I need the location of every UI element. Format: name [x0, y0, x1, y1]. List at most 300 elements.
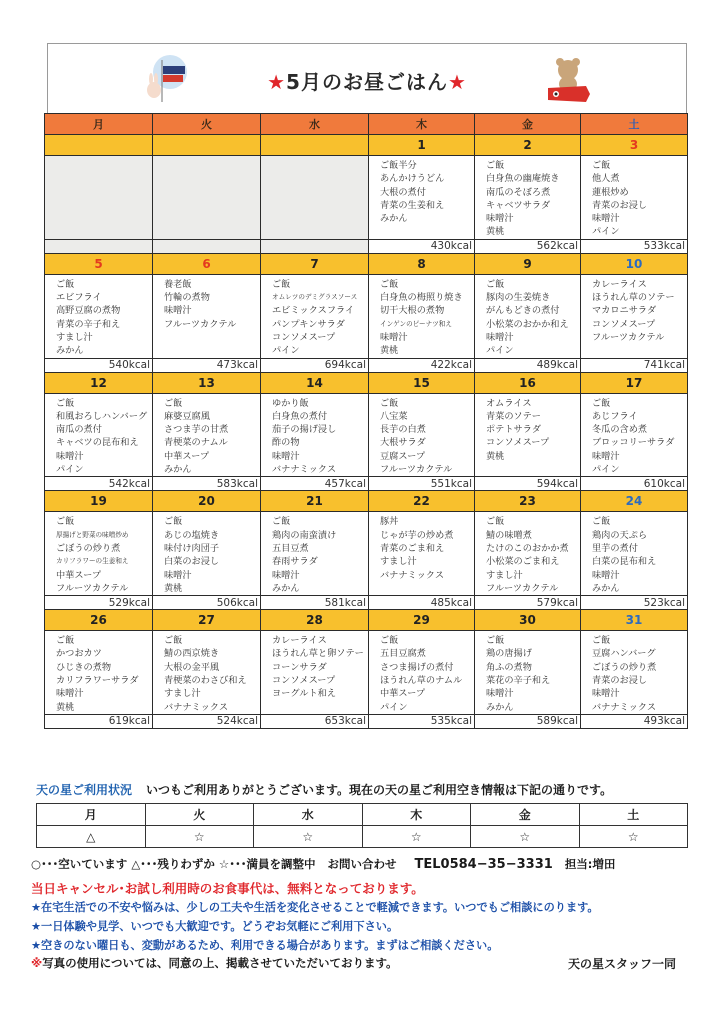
availability-label: 天の星ご利用状況 — [36, 783, 133, 797]
menu-item: ご飯 — [592, 635, 611, 647]
menu-item: バナナミックス — [164, 701, 229, 713]
menu-item: カレーライス — [592, 278, 647, 290]
kcal-row — [45, 358, 688, 372]
staff-in-charge: 担当:増田 — [564, 857, 616, 871]
menu-item: コーンサラダ — [272, 661, 327, 673]
menu-item: みかん — [164, 464, 192, 476]
menu-cell — [581, 274, 688, 358]
date-cell: 23 — [475, 491, 581, 512]
menu-cell — [153, 512, 261, 596]
menu-item: ご飯 — [486, 516, 505, 528]
menu-item: 味噌汁 — [272, 450, 300, 462]
avail-status-sat: ☆ — [579, 826, 688, 848]
weekday-header-row — [45, 114, 688, 135]
menu-item: 豆腐ハンバーグ — [592, 648, 656, 660]
menu-cell — [581, 393, 688, 477]
menu-item: 他人煮 — [592, 173, 620, 185]
menu-item: 味付け肉団子 — [164, 542, 220, 554]
menu-item: コンソメスープ — [486, 437, 550, 449]
kcal-cell: 457kcal — [261, 477, 369, 491]
menu-cell — [475, 631, 581, 715]
menu-item: すまし汁 — [380, 556, 417, 568]
menu-item: ご飯 — [56, 635, 75, 647]
menu-item: 味噌汁 — [592, 569, 620, 581]
menu-item: 厚揚げと野菜の味噌炒め — [56, 530, 129, 539]
menu-item: ご飯 — [272, 278, 291, 290]
weekday-fri: 金 — [475, 114, 581, 135]
date-cell: 19 — [45, 491, 153, 512]
menu-item: 味噌汁 — [592, 450, 620, 462]
menu-item: パイン — [592, 464, 620, 476]
menu-item: ご飯 — [380, 635, 399, 647]
kcal-cell: 422kcal — [369, 358, 475, 372]
menu-item: ヨーグルト和え — [272, 688, 337, 700]
trial-visit-note: ★一日体験や見学、いつでも大歓迎です。どうぞお気軽にご利用下さい。 — [31, 920, 399, 933]
menu-cell — [581, 156, 688, 240]
menu-item: 味噌汁 — [486, 331, 514, 343]
menu-item: ポテトサラダ — [486, 424, 542, 436]
menu-cell — [369, 631, 475, 715]
menu-cell — [153, 274, 261, 358]
date-cell: 16 — [475, 372, 581, 393]
menu-item: バナナミックス — [272, 464, 337, 476]
menu-item: ご飯 — [486, 160, 505, 171]
star-icon: ★ — [267, 70, 287, 94]
kcal-cell: 551kcal — [369, 477, 475, 491]
title-banner — [47, 43, 687, 113]
menu-item: たけのこのおかか煮 — [486, 542, 569, 554]
menu-item: コンソメスープ — [272, 331, 336, 343]
menu-item: あじフライ — [592, 410, 638, 422]
lunch-calendar — [44, 113, 688, 729]
staff-signature: 天の星スタッフ一同 — [568, 957, 677, 971]
date-cell: 24 — [581, 491, 688, 512]
kcal-cell: 542kcal — [45, 477, 153, 491]
weekday-mon: 月 — [45, 114, 153, 135]
menu-item: コンソメスープ — [592, 318, 656, 330]
menu-item: 角ふの煮物 — [486, 661, 532, 673]
menu-item: がんもどきの煮付 — [486, 305, 560, 317]
menu-cell — [475, 512, 581, 596]
kcal-cell: 529kcal — [45, 596, 153, 610]
menu-cell — [261, 512, 369, 596]
menu-item: 酢の物 — [272, 437, 300, 449]
date-cell: 10 — [581, 253, 688, 274]
date-cell: 20 — [153, 491, 261, 512]
date-cell: 26 — [45, 610, 153, 631]
kcal-cell: 610kcal — [581, 477, 688, 491]
vacancy-note: ★空きのない曜日も、変動があるため、利用できる場合があります。まずはご相談ください。 — [31, 939, 499, 952]
menu-item: 八宝菜 — [380, 410, 408, 422]
availability-legend — [31, 856, 615, 872]
menu-cell — [369, 393, 475, 477]
kcal-cell: 430kcal — [369, 239, 475, 253]
page-title: ★5月のお昼ごはん★ — [267, 70, 467, 94]
menu-item: 大根の金平風 — [164, 661, 220, 673]
menu-item: 青梗菜のわさび和え — [164, 675, 247, 687]
kcal-cell: 619kcal — [45, 714, 153, 728]
menu-cell — [475, 393, 581, 477]
legend-open: ○･･･空いています — [31, 857, 128, 871]
weekday-tue: 火 — [153, 114, 261, 135]
menu-cell — [153, 631, 261, 715]
menu-item: 味噌汁 — [164, 305, 192, 317]
date-cell: 15 — [369, 372, 475, 393]
menu-item: 青菜の辛子和え — [56, 318, 121, 330]
date-row — [45, 372, 688, 393]
menu-item: インゲンのピーナツ和え — [380, 319, 452, 328]
date-cell: 6 — [153, 253, 261, 274]
menu-item: パイン — [380, 701, 408, 713]
menu-item: バナナミックス — [380, 569, 445, 581]
menu-item: 和風おろしハンバーグ — [56, 410, 148, 422]
avail-status-mon: △ — [37, 826, 146, 848]
star-icon: ★ — [447, 70, 467, 94]
menu-item: さつま揚げの煮付 — [380, 661, 454, 673]
date-cell — [153, 135, 261, 156]
kcal-cell: 533kcal — [581, 239, 688, 253]
date-cell: 9 — [475, 253, 581, 274]
menu-item: 中華スープ — [56, 569, 102, 581]
kcal-cell: 653kcal — [261, 714, 369, 728]
menu-item: 黄桃 — [56, 701, 75, 713]
menu-item: 麻婆豆腐風 — [164, 410, 210, 422]
menu-item: ご飯 — [164, 635, 183, 647]
menu-item: ご飯半分 — [380, 160, 417, 171]
kcal-cell: 589kcal — [475, 714, 581, 728]
menu-item: キャベツの昆布和え — [56, 437, 139, 449]
menu-item: 黄桃 — [164, 582, 183, 594]
date-cell: 22 — [369, 491, 475, 512]
menu-cell — [475, 274, 581, 358]
consult-note: ★在宅生活での不安や悩みは、少しの工夫や生活を変化させることで軽減できます。いつでもご相談にのります。 — [31, 901, 599, 914]
weekday-wed: 水 — [261, 114, 369, 135]
menu-item: 青菜のお浸し — [592, 199, 648, 211]
date-cell: 7 — [261, 253, 369, 274]
menu-item: フルーツカクテル — [164, 318, 237, 330]
menu-item: エビフライ — [56, 292, 102, 304]
menu-item: かつおカツ — [56, 648, 102, 660]
menu-item: パイン — [272, 345, 300, 357]
menu-item: 味噌汁 — [592, 688, 620, 700]
kcal-row — [45, 714, 688, 728]
date-row — [45, 491, 688, 512]
menu-item: 五目豆煮 — [272, 542, 309, 554]
menu-item: 白身魚の煮付 — [272, 410, 328, 422]
menu-item: 味噌汁 — [486, 688, 514, 700]
menu-item: オムライス — [486, 397, 532, 409]
menu-item: 黄桃 — [486, 450, 505, 462]
menu-item: 鯖の西京焼き — [164, 648, 220, 660]
menu-item: 茄子の揚げ浸し — [272, 424, 337, 436]
menu-item: 白菜のお浸し — [164, 556, 220, 568]
menu-row — [45, 512, 688, 596]
menu-cell — [153, 393, 261, 477]
date-row — [45, 610, 688, 631]
menu-item: ブロッコリーサラダ — [592, 437, 675, 449]
menu-item: ごぼうの炒り煮 — [56, 542, 121, 554]
menu-item: ご飯 — [380, 397, 399, 409]
menu-item: 豚肉の生姜焼き — [486, 292, 551, 304]
legend-few: △･･･残りわずか — [131, 857, 215, 871]
menu-item: 白身魚の幽庵焼き — [486, 173, 560, 185]
menu-row — [45, 631, 688, 715]
kcal-cell: 583kcal — [153, 477, 261, 491]
menu-item: 小松菜のおかか和え — [486, 318, 569, 330]
menu-item: 味噌汁 — [486, 213, 514, 225]
menu-item: 味噌汁 — [272, 569, 300, 581]
date-cell: 29 — [369, 610, 475, 631]
menu-item: ご飯 — [56, 516, 75, 528]
menu-item: カリフラワーサラダ — [56, 675, 139, 687]
kcal-cell — [261, 239, 369, 253]
kcal-cell: 506kcal — [153, 596, 261, 610]
menu-item: 冬瓜の含め煮 — [592, 424, 648, 436]
bear-koinobori-icon — [540, 52, 595, 107]
menu-item: フルーツカクテル — [380, 464, 453, 476]
menu-item: 味噌汁 — [164, 569, 192, 581]
menu-item: カレーライス — [272, 635, 327, 647]
date-cell: 17 — [581, 372, 688, 393]
kcal-cell: 562kcal — [475, 239, 581, 253]
menu-item: ごぼうの炒り煮 — [592, 661, 657, 673]
menu-item: ほうれん草と卵ソテー — [272, 648, 364, 660]
menu-item: 小松菜のごま和え — [486, 556, 560, 568]
legend-adjusting: ☆･･･満員を調整中 — [218, 857, 316, 871]
date-cell: 13 — [153, 372, 261, 393]
availability-status-row — [37, 826, 688, 848]
date-row — [45, 253, 688, 274]
menu-item: 菜花の辛子和え — [486, 675, 551, 687]
menu-item: ひじきの煮物 — [56, 661, 112, 673]
menu-cell — [45, 274, 153, 358]
kcal-cell: 485kcal — [369, 596, 475, 610]
weekday-thu: 木 — [369, 114, 475, 135]
kcal-cell: 579kcal — [475, 596, 581, 610]
date-row — [45, 135, 688, 156]
menu-item: 青梗菜のナムル — [164, 437, 228, 449]
menu-item: 切干大根の煮物 — [380, 305, 445, 317]
menu-item: 味噌汁 — [56, 688, 84, 700]
avail-weekday-wed: 水 — [254, 804, 363, 826]
avail-weekday-tue: 火 — [145, 804, 254, 826]
date-cell: 28 — [261, 610, 369, 631]
kcal-row — [45, 239, 688, 253]
availability-table — [36, 803, 688, 848]
menu-item: 鶏肉の天ぷら — [592, 529, 648, 541]
menu-item: パイン — [56, 464, 84, 476]
menu-item: 味噌汁 — [380, 331, 408, 343]
kcal-cell: 523kcal — [581, 596, 688, 610]
date-cell: 14 — [261, 372, 369, 393]
menu-item: 豆腐スープ — [380, 450, 426, 462]
kcal-cell: 540kcal — [45, 358, 153, 372]
date-cell: 8 — [369, 253, 475, 274]
menu-cell — [45, 393, 153, 477]
menu-row — [45, 393, 688, 477]
menu-item: 養老飯 — [164, 278, 192, 290]
menu-item: ご飯 — [56, 397, 75, 409]
menu-item: ご飯 — [592, 397, 611, 409]
menu-cell — [261, 393, 369, 477]
menu-cell — [45, 512, 153, 596]
menu-item: ゆかり飯 — [272, 397, 309, 409]
phone-number: TEL0584−35−3331 — [414, 857, 553, 872]
menu-cell — [369, 156, 475, 240]
menu-item: 青菜のソテー — [486, 410, 541, 422]
date-cell: 5 — [45, 253, 153, 274]
kcal-cell — [153, 239, 261, 253]
menu-item: カリフラワーの生姜和え — [56, 557, 129, 566]
menu-item: パイン — [592, 226, 620, 238]
menu-item: 白菜の昆布和え — [592, 556, 657, 568]
menu-item: すまし汁 — [56, 331, 93, 343]
menu-item: 大根サラダ — [380, 437, 426, 449]
menu-cell — [261, 156, 369, 240]
menu-item: みかん — [380, 213, 408, 225]
menu-cell — [45, 156, 153, 240]
avail-status-tue: ☆ — [145, 826, 254, 848]
menu-item: 竹輪の煮物 — [164, 292, 210, 304]
menu-item: 鶏の唐揚げ — [486, 648, 532, 660]
menu-item: 春雨サラダ — [272, 556, 318, 568]
avail-status-fri: ☆ — [471, 826, 580, 848]
menu-item: ご飯 — [486, 278, 505, 290]
kcal-cell: 535kcal — [369, 714, 475, 728]
date-cell: 27 — [153, 610, 261, 631]
date-cell: 12 — [45, 372, 153, 393]
menu-item: エビミックスフライ — [272, 305, 355, 317]
menu-item: 蓮根炒め — [592, 186, 629, 198]
menu-item: パイン — [486, 345, 514, 357]
menu-item: 鯖の味噌煮 — [486, 529, 532, 541]
menu-item: 南瓜のそぼろ煮 — [486, 186, 551, 198]
menu-item: ご飯 — [486, 635, 505, 647]
availability-heading — [36, 781, 612, 798]
menu-item: 青菜のごま和え — [380, 542, 445, 554]
menu-item: フルーツカクテル — [56, 582, 129, 594]
menu-item: 黄桃 — [486, 226, 505, 238]
menu-item: 鶏肉の南蛮漬け — [272, 529, 337, 541]
menu-item: すまし汁 — [164, 688, 201, 700]
contact-label: お問い合わせ — [327, 857, 397, 871]
date-cell: 3 — [581, 135, 688, 156]
menu-item: 黄桃 — [380, 345, 399, 357]
menu-item: 高野豆腐の煮物 — [56, 305, 121, 317]
menu-item: 青菜のお浸し — [592, 675, 648, 687]
menu-item: ご飯 — [164, 397, 183, 409]
menu-cell — [45, 631, 153, 715]
kcal-cell: 473kcal — [153, 358, 261, 372]
menu-cell — [261, 274, 369, 358]
date-cell: 2 — [475, 135, 581, 156]
menu-item: キャベツサラダ — [486, 199, 551, 211]
menu-cell — [581, 512, 688, 596]
date-cell: 30 — [475, 610, 581, 631]
avail-weekday-fri: 金 — [471, 804, 580, 826]
reference-mark-icon: ※ — [31, 956, 43, 970]
menu-item: フルーツカクテル — [486, 582, 559, 594]
menu-row — [45, 156, 688, 240]
avail-status-thu: ☆ — [362, 826, 471, 848]
menu-cell — [369, 512, 475, 596]
menu-item: フルーツカクテル — [592, 331, 665, 343]
menu-item: 豚丼 — [380, 516, 399, 528]
menu-item: あじの塩焼き — [164, 529, 220, 541]
menu-item: ご飯 — [592, 516, 611, 528]
menu-item: 中華スープ — [380, 688, 426, 700]
menu-item: パンプキンサラダ — [272, 318, 345, 330]
date-cell: 1 — [369, 135, 475, 156]
menu-item: マカロニサラダ — [592, 305, 657, 317]
menu-item: 五目豆腐煮 — [380, 648, 426, 660]
menu-item: みかん — [272, 582, 300, 594]
menu-cell — [581, 631, 688, 715]
availability-weekday-row — [37, 804, 688, 826]
date-cell: 21 — [261, 491, 369, 512]
kcal-row — [45, 596, 688, 610]
menu-item: あんかけうどん — [380, 173, 445, 185]
menu-item: 大根の煮付 — [380, 186, 426, 198]
menu-item: ご飯 — [592, 160, 611, 171]
kcal-cell: 741kcal — [581, 358, 688, 372]
menu-item: オムレツのデミグラスソース — [272, 293, 358, 302]
avail-weekday-thu: 木 — [362, 804, 471, 826]
date-cell — [45, 135, 153, 156]
date-cell: 31 — [581, 610, 688, 631]
menu-item: ご飯 — [380, 278, 399, 290]
menu-row — [45, 274, 688, 358]
menu-item: 味噌汁 — [592, 213, 620, 225]
kcal-cell: 524kcal — [153, 714, 261, 728]
kcal-cell: 694kcal — [261, 358, 369, 372]
menu-item: 青菜の生姜和え — [380, 199, 445, 211]
menu-item: 中華スープ — [164, 450, 210, 462]
kcal-cell: 581kcal — [261, 596, 369, 610]
menu-cell — [475, 156, 581, 240]
menu-item: みかん — [486, 701, 514, 713]
menu-item: ご飯 — [56, 278, 75, 290]
date-cell — [261, 135, 369, 156]
menu-item: みかん — [56, 345, 84, 357]
avail-status-wed: ☆ — [254, 826, 363, 848]
menu-item: ほうれん草のソテー — [592, 292, 675, 304]
menu-cell — [153, 156, 261, 240]
kcal-cell — [45, 239, 153, 253]
kcal-row — [45, 477, 688, 491]
free-meal-note: 当日キャンセル･お試し利用時のお食事代は、無料となっております。 — [31, 881, 424, 896]
kcal-cell: 493kcal — [581, 714, 688, 728]
menu-item: バナナミックス — [592, 701, 657, 713]
menu-item: 白身魚の梅照り焼き — [380, 292, 463, 304]
photo-usage-note: ※写真の使用については、同意の上、掲載させていただいております。 — [31, 956, 398, 970]
menu-item: じゃが芋の炒め煮 — [380, 529, 454, 541]
menu-cell — [369, 274, 475, 358]
menu-cell — [261, 631, 369, 715]
menu-item: 南瓜の煮付 — [56, 424, 102, 436]
menu-item: すまし汁 — [486, 569, 523, 581]
menu-item: 長芋の白煮 — [380, 424, 426, 436]
menu-item: さつま芋の甘煮 — [164, 424, 229, 436]
availability-message: いつもご利用ありがとうございます。現在の天の星ご利用空き情報は下記の通りです。 — [146, 783, 613, 797]
menu-item: ご飯 — [272, 516, 291, 528]
avail-weekday-sat: 土 — [579, 804, 688, 826]
menu-item: みかん — [592, 582, 620, 594]
menu-item: コンソメスープ — [272, 675, 336, 687]
menu-item: 里芋の煮付 — [592, 542, 638, 554]
menu-item: ご飯 — [164, 516, 183, 528]
weekday-sat: 土 — [581, 114, 688, 135]
